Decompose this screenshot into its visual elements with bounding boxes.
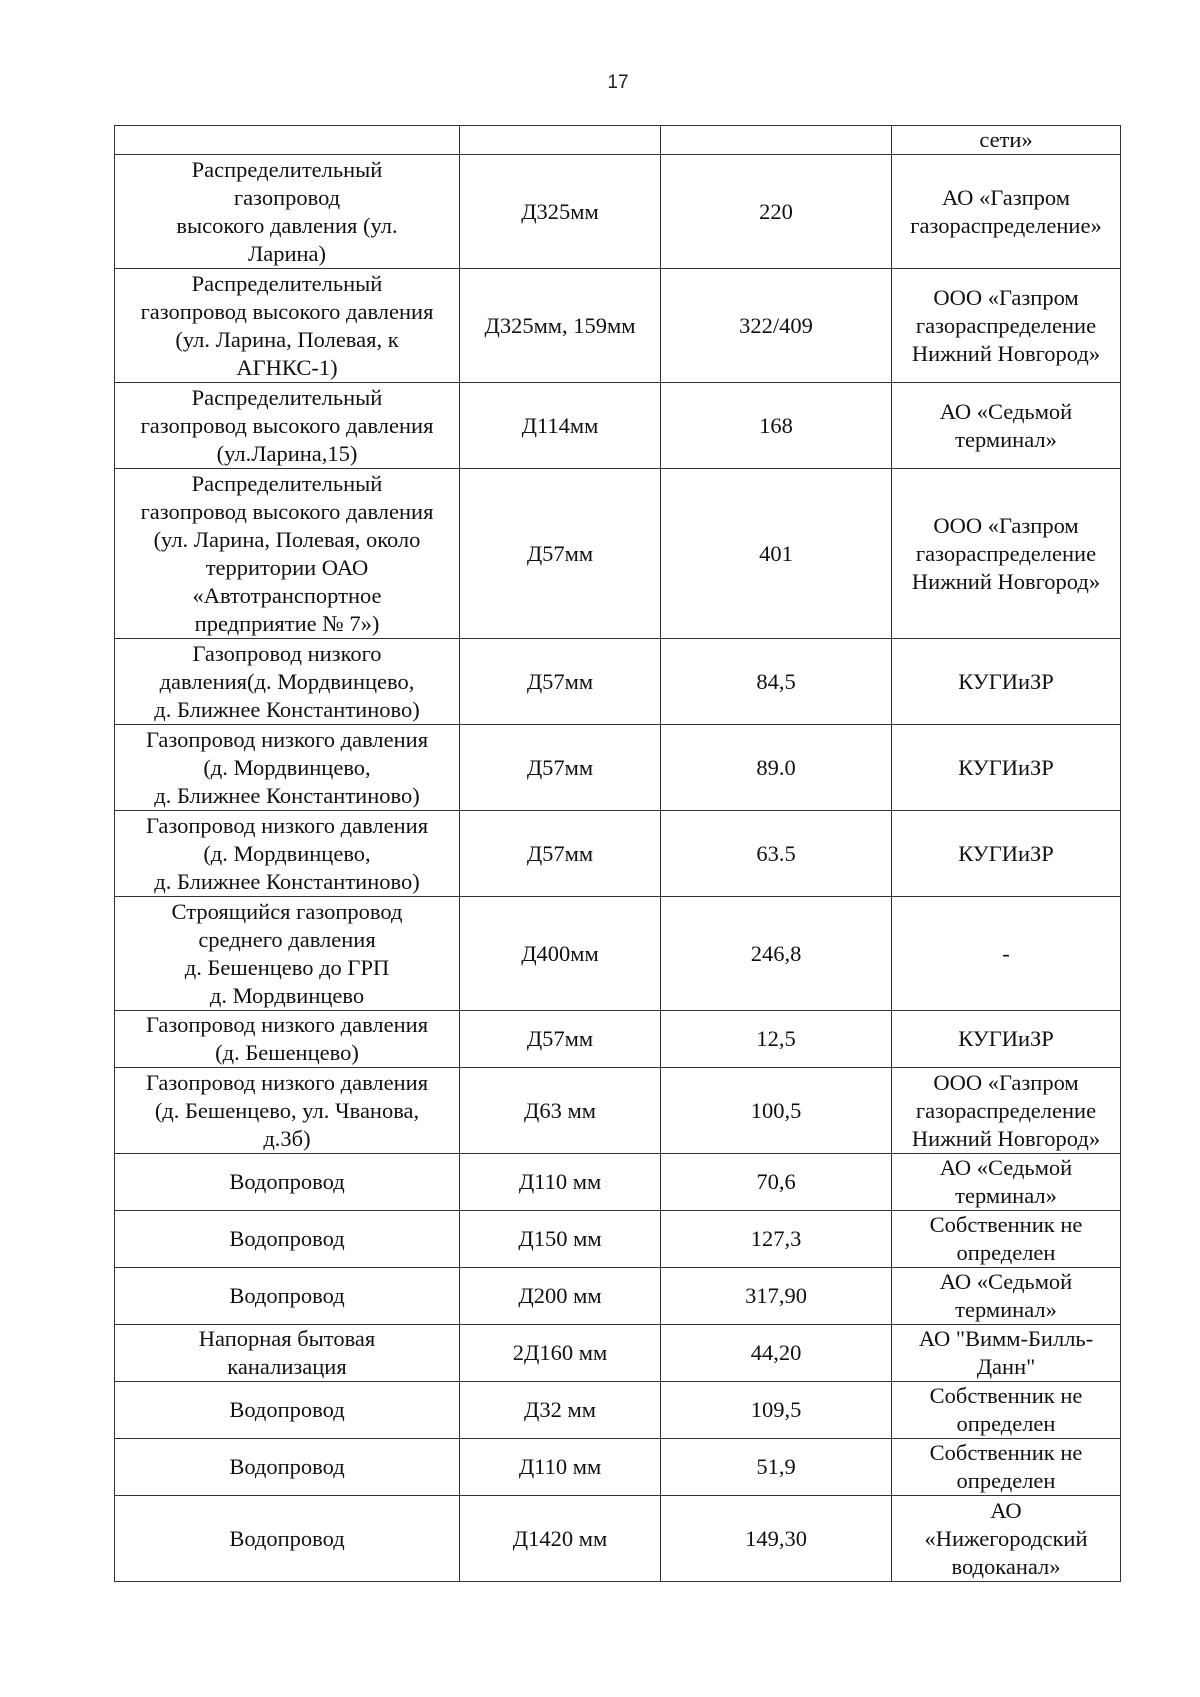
cell-diameter: Д200 мм [460, 1268, 661, 1325]
cell-length: 44,20 [661, 1325, 892, 1382]
cell-name: Водопровод [115, 1439, 460, 1496]
cell-name: Строящийся газопровод среднего давления д. Бешенцево до ГРП д. Мордвинцево [115, 897, 460, 1011]
cell-name: Газопровод низкого давления (д. Мордвинцево, д. Ближнее Константиново) [115, 725, 460, 811]
cell-name: Распределительный газопровод высокого давления (ул. Ларина, Полевая, к АГНКС-1) [115, 269, 460, 383]
cell-name: Водопровод [115, 1154, 460, 1211]
table-row [115, 811, 1121, 897]
cell-diameter [460, 126, 661, 155]
cell-owner: Собственник не определен [892, 1382, 1121, 1439]
cell-owner: ООО «Газпром газораспределение Нижний Новгород» [892, 1068, 1121, 1154]
table-row [115, 725, 1121, 811]
cell-length: 401 [661, 469, 892, 639]
table-row [115, 126, 1121, 155]
table-row [115, 1439, 1121, 1496]
page-number: 17 [607, 72, 629, 93]
cell-name: Напорная бытовая канализация [115, 1325, 460, 1382]
cell-name: Газопровод низкого давления (д. Бешенцево) [115, 1011, 460, 1068]
cell-owner: АО «Седьмой терминал» [892, 1154, 1121, 1211]
cell-length: 127,3 [661, 1211, 892, 1268]
cell-length: 109,5 [661, 1382, 892, 1439]
cell-owner: АО "Вимм-Билль- Данн" [892, 1325, 1121, 1382]
cell-owner: АО «Нижегородский водоканал» [892, 1496, 1121, 1582]
cell-diameter: Д57мм [460, 725, 661, 811]
cell-diameter: Д63 мм [460, 1068, 661, 1154]
cell-name: Распределительный газопровод высокого давления (ул.Ларина,15) [115, 383, 460, 469]
cell-owner: - [892, 897, 1121, 1011]
table-row [115, 1011, 1121, 1068]
cell-name: Водопровод [115, 1268, 460, 1325]
cell-name [115, 126, 460, 155]
table-row [115, 897, 1121, 1011]
cell-name: Распределительный газопровод высокого давления (ул. Ларина) [115, 155, 460, 269]
cell-owner: КУГИиЗР [892, 811, 1121, 897]
cell-diameter: Д57мм [460, 639, 661, 725]
cell-name: Водопровод [115, 1382, 460, 1439]
cell-owner: АО «Седьмой терминал» [892, 1268, 1121, 1325]
cell-diameter: Д325мм [460, 155, 661, 269]
cell-owner: АО «Газпром газораспределение» [892, 155, 1121, 269]
table-row [115, 469, 1121, 639]
table-row [115, 1211, 1121, 1268]
cell-diameter: Д114мм [460, 383, 661, 469]
utilities-table [114, 125, 1121, 1582]
cell-owner: АО «Седьмой терминал» [892, 383, 1121, 469]
table-row [115, 1154, 1121, 1211]
table-row [115, 269, 1121, 383]
cell-owner: КУГИиЗР [892, 639, 1121, 725]
cell-diameter: Д110 мм [460, 1439, 661, 1496]
cell-owner: сети» [892, 126, 1121, 155]
table-row [115, 1496, 1121, 1582]
cell-name: Распределительный газопровод высокого давления (ул. Ларина, Полевая, около территории ОАО «Автотранспортное предприятие № 7») [115, 469, 460, 639]
cell-length: 84,5 [661, 639, 892, 725]
cell-diameter: 2Д160 мм [460, 1325, 661, 1382]
table-row [115, 1382, 1121, 1439]
cell-name: Газопровод низкого давления(д. Мордвинцево, д. Ближнее Константиново) [115, 639, 460, 725]
table-row [115, 383, 1121, 469]
cell-owner: КУГИиЗР [892, 725, 1121, 811]
cell-length: 220 [661, 155, 892, 269]
cell-owner: Собственник не определен [892, 1211, 1121, 1268]
cell-owner: ООО «Газпром газораспределение Нижний Новгород» [892, 269, 1121, 383]
cell-diameter: Д150 мм [460, 1211, 661, 1268]
table-row [115, 639, 1121, 725]
cell-length: 89.0 [661, 725, 892, 811]
cell-length: 168 [661, 383, 892, 469]
cell-diameter: Д1420 мм [460, 1496, 661, 1582]
cell-length: 12,5 [661, 1011, 892, 1068]
cell-length: 100,5 [661, 1068, 892, 1154]
cell-diameter: Д325мм, 159мм [460, 269, 661, 383]
cell-owner: ООО «Газпром газораспределение Нижний Новгород» [892, 469, 1121, 639]
cell-diameter: Д400мм [460, 897, 661, 1011]
table-row [115, 1268, 1121, 1325]
cell-diameter: Д57мм [460, 469, 661, 639]
cell-name: Водопровод [115, 1211, 460, 1268]
cell-diameter: Д32 мм [460, 1382, 661, 1439]
cell-length: 149,30 [661, 1496, 892, 1582]
cell-length: 63.5 [661, 811, 892, 897]
cell-length: 51,9 [661, 1439, 892, 1496]
cell-owner: КУГИиЗР [892, 1011, 1121, 1068]
cell-length: 70,6 [661, 1154, 892, 1211]
table-row [115, 1325, 1121, 1382]
cell-length [661, 126, 892, 155]
table-row [115, 155, 1121, 269]
cell-length: 246,8 [661, 897, 892, 1011]
cell-name: Водопровод [115, 1496, 460, 1582]
cell-diameter: Д57мм [460, 1011, 661, 1068]
cell-diameter: Д57мм [460, 811, 661, 897]
table-row [115, 1068, 1121, 1154]
cell-name: Газопровод низкого давления (д. Бешенцево, ул. Чванова, д.3б) [115, 1068, 460, 1154]
cell-owner: Собственник не определен [892, 1439, 1121, 1496]
cell-diameter: Д110 мм [460, 1154, 661, 1211]
cell-length: 322/409 [661, 269, 892, 383]
cell-name: Газопровод низкого давления (д. Мордвинцево, д. Ближнее Константиново) [115, 811, 460, 897]
cell-length: 317,90 [661, 1268, 892, 1325]
